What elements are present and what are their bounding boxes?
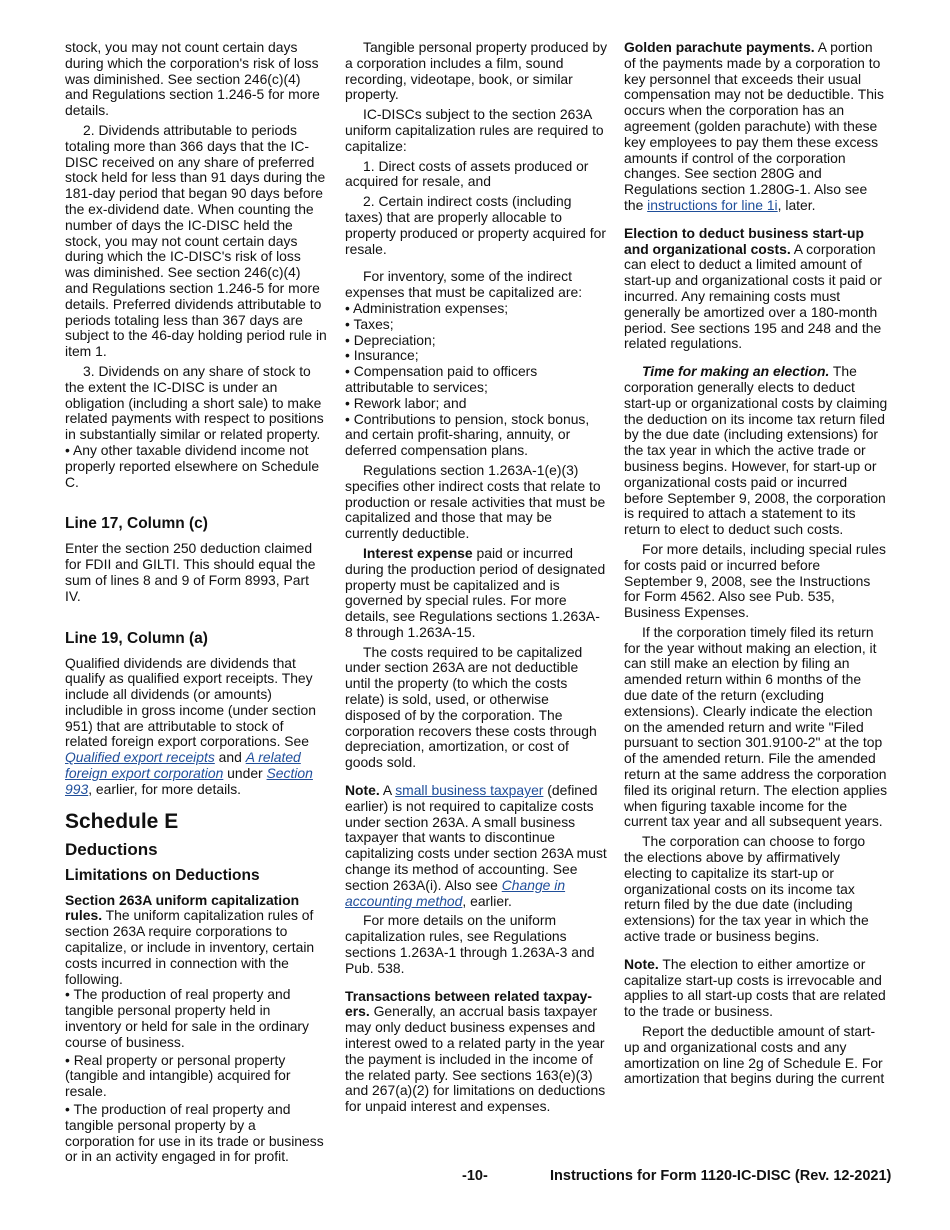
run-in-heading: Section 263A uniform capitalization rules. — [65, 891, 300, 924]
bullet-item: • Insurance; — [345, 347, 419, 364]
bullet-item: • Administration expenses; — [345, 299, 509, 316]
paragraph: For more details, including special rules for costs paid or incurred before September 9, 2008, see the Instructions for Form 4562. Also see Pub. 535, Business Expenses. — [624, 540, 886, 621]
bullet-item: • Contributions to pension, stock bonus, and certain profit-sharing, annuity, or deferred compensation plans. — [345, 410, 590, 459]
paragraph — [65, 893, 327, 988]
text: A — [379, 782, 396, 799]
run-in-heading: Time for making an election. — [642, 363, 830, 380]
text: , later. — [777, 196, 816, 213]
link-section-993[interactable]: Section 993 — [65, 765, 313, 797]
paragraph: 2. Certain indirect costs (including taxes) that are properly allocable to property produced or property acquired for resale. — [345, 193, 606, 257]
link-qualified-export-receipts[interactable]: Qualified export receipts — [65, 749, 215, 766]
run-in-heading: Election to deduct business start-up and organizational costs. — [624, 224, 865, 257]
paragraph: Regulations section 1.263A-1(e)(3) specifies other indirect costs that relate to production or resale activities that must be capitalized and those that may be currently deductible. — [345, 461, 606, 542]
paragraph: 2. Dividends attributable to periods totaling more than 366 days that the IC-DISC received on any share of preferred stock held for less than 91 days during the 181-day period that began 90 days before the ex-dividend date. When counting the number of days the IC-DISC held the stock, you may not count certain days during which the IC-DISC's risk of loss was diminished. See section 246(c)(4) and Regulations section 1.246-5 for more details. Preferred dividends attributable to periods totaling less than 367 days are subject to the 46-day holding period rule in item 1. — [65, 121, 327, 360]
note-label: Note. — [624, 955, 659, 972]
paragraph — [624, 364, 888, 538]
paragraph — [624, 226, 888, 352]
text: paid or incurred during the production period of designated property must be capitalized and is governed by special rules. For more details, see Regulations sections 1.263A-8 through 1.263A-15. — [345, 544, 606, 640]
bullet-item: • Taxes; — [345, 315, 394, 332]
paragraph: The costs required to be capitalized under section 263A are not deductible until the property (to which the costs relate) is sold, used, or otherwise disposed of by the corporation. The corporation recovers these costs through depreciation, amortization, or cost of goods sold. — [345, 643, 597, 771]
paragraph: 3. Dividends on any share of stock to the extent the IC-DISC is under an obligation (including a short sale) to make related payments with respect to positions in substantially similar or related property. — [65, 362, 324, 443]
text: under — [223, 765, 267, 782]
bullet-item: • The production of real property and tangible personal property by a corporation for use in its trade or business or in an activity engaged in for profit. — [65, 1101, 324, 1165]
paragraph: Report the deductible amount of start-up and organizational costs and any amortization on line 2g of Schedule E. For amortization that begins during the current — [624, 1023, 885, 1087]
text: and — [214, 749, 246, 766]
column-right — [624, 40, 888, 1091]
note — [624, 957, 888, 1020]
note — [345, 783, 607, 909]
text: Qualified dividends are dividends that qualify as qualified export receipts. They include all dividends (or amounts) includible in gross income (under section 951) that are attributable to stock of related foreign export corporations. See — [65, 654, 316, 750]
text: The election to either amortize or capitalize start-up costs is irrevocable and applies to all start-up costs that are related to the trade or business. — [624, 955, 886, 1020]
text: , earlier, for more details. — [88, 780, 242, 797]
section-heading: Line 19, Column (a) — [65, 629, 208, 647]
paragraph — [624, 40, 888, 214]
form-reference: Instructions for Form 1120-IC-DISC (Rev. 12-2021) — [550, 1168, 892, 1184]
paragraph — [345, 989, 607, 1115]
text: The corporation generally elects to deduct start-up or organizational costs by claiming the deduction on its income tax return filed by the due date (including extensions) for the tax year in which the active trade or business begins. However, for start-up or organizational costs paid or incurred before September 9, 2008, the corporation is required to attach a statement to its return to elect to deduct such costs. — [624, 363, 888, 538]
link-small-business-taxpayer[interactable]: small business taxpayer — [395, 782, 544, 799]
text: , earlier. — [462, 892, 512, 909]
subsection-heading: Deductions — [65, 839, 158, 859]
subsection-heading: Limitations on Deductions — [65, 866, 260, 884]
column-left — [65, 40, 327, 1169]
section-heading: Line 17, Column (c) — [65, 515, 208, 533]
note-label: Note. — [345, 782, 380, 799]
schedule-heading: Schedule E — [65, 809, 179, 833]
text: A corporation can elect to deduct a limited amount of start-up and organizational costs it paid or incurred. Any remaining costs must generally be amortized over a 180-month period. See sections 195 and 248 and the related regulations. — [624, 240, 882, 352]
text: (defined earlier) is not required to capitalize costs under section 263A. A small business taxpayer that wants to discontinue capitalizing costs under section 263A must change its method of accounting. See section 263A(i). Also see — [345, 782, 607, 893]
bullet-item: • The production of real property and tangible personal property held in inventory or held for sale in the ordinary course of business. — [65, 986, 309, 1050]
paragraph: 1. Direct costs of assets produced or acquired for resale, and — [345, 157, 589, 190]
link-change-in-accounting-method[interactable]: Change in accounting method — [345, 876, 566, 909]
page-number: -10- — [462, 1168, 488, 1184]
paragraph: For more details on the uniform capitalization rules, see Regulations sections 1.263A-1 through 1.263A-3 and Pub. 538. — [345, 912, 595, 976]
link-related-foreign-export-corporation[interactable]: A related foreign export corporation — [65, 749, 301, 782]
bullet-item: • Compensation paid to officers attributable to services; — [345, 363, 538, 395]
paragraph: The corporation can choose to forgo the elections above by affirmatively electing to capitalize its start-up or organizational costs on its income tax return filed by the due date (including extensions) for the tax year in which the active trade or business begins. — [624, 833, 869, 945]
link-instructions-line-1i[interactable]: instructions for line 1i — [647, 196, 778, 213]
bullet-item: • Rework labor; and — [345, 394, 467, 411]
run-in-heading: Golden parachute payments. — [624, 39, 815, 55]
bullet-item: • Depreciation; — [345, 331, 436, 348]
paragraph: If the corporation timely filed its return for the year without making an election, it can still make an election by filing an amended return within 6 months of the due date of the return (excluding extensions). Clearly indicate the election on the amended return and write "Filed pursuant to section 301.9100-2" at the top of the amended return. File the amended return at the same address the corporation filed its original return. The election applies when figuring taxable income for the current tax year and all subsequent years. — [624, 623, 888, 830]
run-in-heading: Interest expense — [363, 544, 473, 561]
paragraph — [65, 656, 327, 798]
paragraph: IC-DISCs subject to the section 263A uniform capitalization rules are required to capitalize: — [345, 106, 604, 154]
text: The uniform capitalization rules of section 263A require corporations to capitalize, or include in inventory, certain costs incurred in connection with the following. — [65, 907, 315, 987]
text: A portion of the payments made by a corporation to key personnel that exceeds their usual compensation may not be deductible. This occurs when the corporation has an agreement (golden parachute) with these key employees to pay them these excess amounts if control of the corporation changes. See section 280G and Regulations section 1.280G-1. Also see the — [624, 39, 884, 213]
run-in-heading: Transactions between related taxpay-ers. — [345, 987, 593, 1020]
paragraph: Tangible personal property produced by a corporation includes a film, sound recording, videotape, book, or similar property. — [345, 39, 608, 103]
paragraph: For inventory, some of the indirect expenses that must be capitalized are: — [345, 268, 583, 301]
column-middle — [345, 40, 607, 1119]
paragraph: Enter the section 250 deduction claimed for FDII and GILTI. This should equal the sum of lines 8 and 9 of Form 8993, Part IV. — [65, 540, 316, 604]
text: Generally, an accrual basis taxpayer may only deduct business expenses and interest owed to a related party in the year the payment is included in the income of the related party. See sections 163(e)(3) and 267(a)(2) for limitations on deductions for unpaid interest and expenses. — [345, 1003, 606, 1115]
paragraph: stock, you may not count certain days during which the corporation's risk of loss was diminished. See section 246(c)(4) and Regulations section 1.246-5 for more details. — [65, 39, 320, 119]
bullet-item: • Any other taxable dividend income not properly reported elsewhere on Schedule C. — [65, 441, 320, 490]
paragraph — [345, 546, 607, 641]
bullet-item: • Real property or personal property (tangible and intangible) acquired for resale. — [65, 1051, 291, 1100]
